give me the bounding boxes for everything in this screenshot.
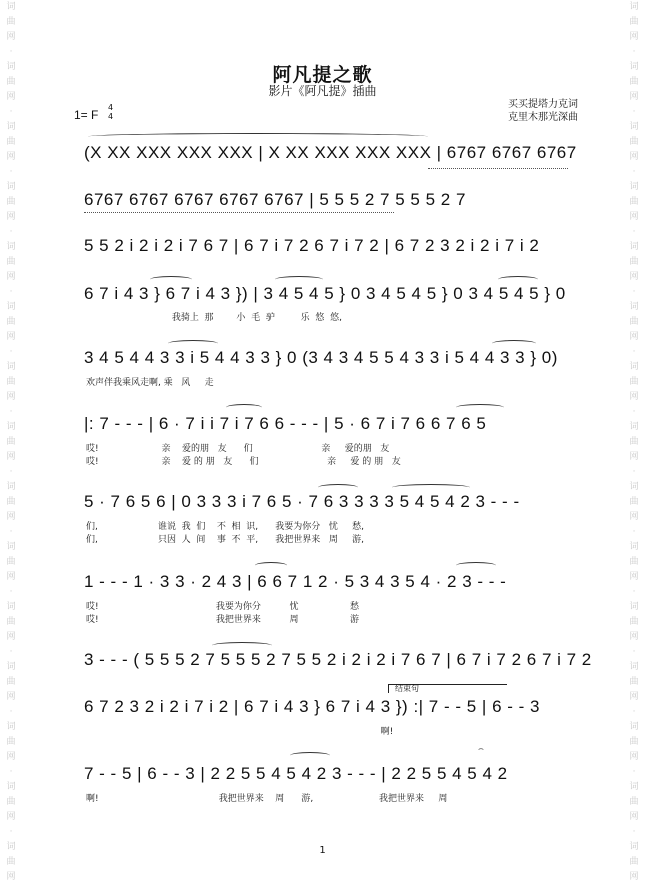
watermark-text: 词曲网 xyxy=(629,542,639,582)
watermark-text: 词曲网 xyxy=(629,62,639,102)
watermark-text: 词曲网 xyxy=(6,482,16,522)
slur-line xyxy=(492,340,536,347)
watermark-right: 词曲网 · 词曲网 · 词曲网 · 词曲网 · 词曲网 · 词曲网 · 词曲网 · 词曲网 · 词曲网 · 词曲网 · 词曲网 · 词曲网 · 词曲网 · 词曲网 · 词曲网 xyxy=(627,0,641,891)
page-number: 1 xyxy=(319,845,326,856)
watermark-text: 词曲网 xyxy=(629,242,639,282)
watermark-text: 词曲网 xyxy=(629,2,639,42)
song-title: 阿凡提之歌 xyxy=(272,64,373,86)
lyric-line-6b: 哎! 亲 爱 的 朋 友 们 亲 爱 的 朋 友 xyxy=(86,457,401,467)
underline-dots xyxy=(428,168,568,173)
watermark-text: 词曲网 xyxy=(629,722,639,762)
composer: 克里木那光深曲 xyxy=(508,112,578,123)
lyricist: 买买提塔力克词 xyxy=(508,99,578,110)
watermark-text: 词曲网 xyxy=(629,362,639,402)
lyric-line-11: 啊! 我把世界来 周 游, 我把世界来 周 xyxy=(86,794,448,804)
score-row-5: 3 4 5 4 4 3 3 i 5 4 4 3 3 } 0 (3 4 3 4 5 5 4 3 3 i 5 4 4 3 3 } 0) xyxy=(84,348,558,367)
meter-top: 4 xyxy=(108,103,114,112)
slur-line xyxy=(255,562,287,569)
score-row-10: 6 7 2 3 2 i 2 i 7 i 2 | 6 7 i 4 3 } 6 7 i 4 3 }) :| 7 - - 5 | 6 - - 3 xyxy=(84,697,540,716)
watermark-text: 词曲网 xyxy=(6,542,16,582)
watermark-text: 词曲网 xyxy=(6,782,16,822)
watermark-text: 词曲网 xyxy=(6,362,16,402)
watermark-text: 词曲网 xyxy=(6,62,16,102)
key-signature: 1= F xyxy=(74,108,99,122)
lyric-line-4: 我骑上 那 小 毛 驴 乐 悠 悠, xyxy=(86,313,342,323)
score-row-6: |: 7 - - - | 6 · 7 i i 7 i 7 6 6 - - - | 5 · 6 7 i 7 6 6 7 6 5 xyxy=(84,414,487,433)
slur-line xyxy=(88,133,428,140)
score-row-8: 1 - - - 1 · 3 3 · 2 4 3 | 6 6 7 1 2 · 5 3 4 3 5 4 · 2 3 - - - xyxy=(84,572,507,591)
slur-line xyxy=(456,562,496,569)
watermark-text: 词曲网 xyxy=(6,722,16,762)
watermark-text: 词曲网 xyxy=(6,302,16,342)
watermark-text: 词曲网 xyxy=(629,602,639,642)
lyric-line-7a: 们, 谁说 我 们 不 相 识, 我要为你分 忧 愁, xyxy=(86,522,365,532)
credits xyxy=(478,98,578,124)
score-row-11: 7 - - 5 | 6 - - 3 | 2 2 5 5 4 5 4 2 3 - - - | 2 2 5 5 4 5 4 2 xyxy=(84,764,508,783)
watermark-text: 词曲网 xyxy=(6,122,16,162)
meter-bottom: 4 xyxy=(108,112,114,121)
watermark-text: 词曲网 xyxy=(629,842,639,882)
slur-line xyxy=(226,404,262,411)
watermark-text: 词曲网 xyxy=(6,2,16,42)
watermark-left: 词曲网 · 词曲网 · 词曲网 · 词曲网 · 词曲网 · 词曲网 · 词曲网 · 词曲网 · 词曲网 · 词曲网 · 词曲网 · 词曲网 · 词曲网 · 词曲网 · 词曲网 xyxy=(4,0,18,891)
slur-line xyxy=(498,276,538,283)
score-row-4: 6 7 i 4 3 } 6 7 i 4 3 }) | 3 4 5 4 5 } 0 3 4 5 4 5 } 0 3 4 5 4 5 } 0 xyxy=(84,284,566,303)
watermark-text: 词曲网 xyxy=(6,422,16,462)
watermark-text: 词曲网 xyxy=(629,182,639,222)
watermark-text: 词曲网 xyxy=(6,602,16,642)
slur-line xyxy=(168,340,218,347)
score-row-1: (X XX XXX XXX XXX | X XX XXX XXX XXX | 6767 6767 6767 xyxy=(84,143,577,162)
lyric-line-10: 啊! xyxy=(86,727,394,737)
lyric-line-8a: 哎! 我要为你分 忧 愁 xyxy=(86,602,360,612)
score-row-7: 5 · 7 6 5 6 | 0 3 3 3 i 7 6 5 · 7 6 3 3 3 3 5 4 5 4 2 3 - - - xyxy=(84,492,520,511)
slur-line xyxy=(275,276,323,283)
watermark-text: 词曲网 xyxy=(6,242,16,282)
lyric-line-5: 欢声伴我乘风走啊, 乘 风 走 xyxy=(86,378,214,388)
watermark-text: 词曲网 xyxy=(629,422,639,462)
watermark-text: 词曲网 xyxy=(629,302,639,342)
ending-bracket: 结束句 xyxy=(388,684,507,693)
watermark-text: 词曲网 xyxy=(6,662,16,702)
song-subtitle: 影片《阿凡提》插曲 xyxy=(268,84,377,98)
time-signature xyxy=(108,103,113,121)
slur-line xyxy=(392,484,470,491)
score-row-2: 6767 6767 6767 6767 6767 | 5 5 5 2 7 5 5 5 2 7 xyxy=(84,190,466,209)
lyric-line-7b: 们, 只因 人 间 事 不 平, 我把世界来 周 游, xyxy=(86,535,365,545)
lyric-line-8b: 哎! 我把世界来 周 游 xyxy=(86,615,360,625)
lyric-line-6a: 哎! 亲 爱的朋 友 们 亲 爱的朋 友 xyxy=(86,444,390,454)
score-row-9: 3 - - - ( 5 5 5 2 7 5 5 5 2 7 5 5 2 i 2 i 2 i 7 6 7 | 6 7 i 7 2 6 7 i 7 2 xyxy=(84,650,592,669)
watermark-text: 词曲网 xyxy=(629,782,639,822)
fermata-mark: ⌢ xyxy=(478,744,484,754)
watermark-text: 词曲网 xyxy=(629,482,639,522)
watermark-text: 词曲网 xyxy=(629,662,639,702)
watermark-text: 词曲网 xyxy=(6,182,16,222)
watermark-text: 词曲网 xyxy=(6,842,16,882)
slur-line xyxy=(150,276,192,283)
score-row-3: 5 5 2 i 2 i 2 i 7 6 7 | 6 7 i 7 2 6 7 i 7 2 | 6 7 2 3 2 i 2 i 7 i 2 xyxy=(84,236,540,255)
slur-line xyxy=(212,642,272,649)
slur-line xyxy=(290,752,330,759)
underline-dots xyxy=(84,212,394,217)
watermark-text: 词曲网 xyxy=(629,122,639,162)
slur-line xyxy=(456,404,504,411)
slur-line xyxy=(318,484,358,491)
